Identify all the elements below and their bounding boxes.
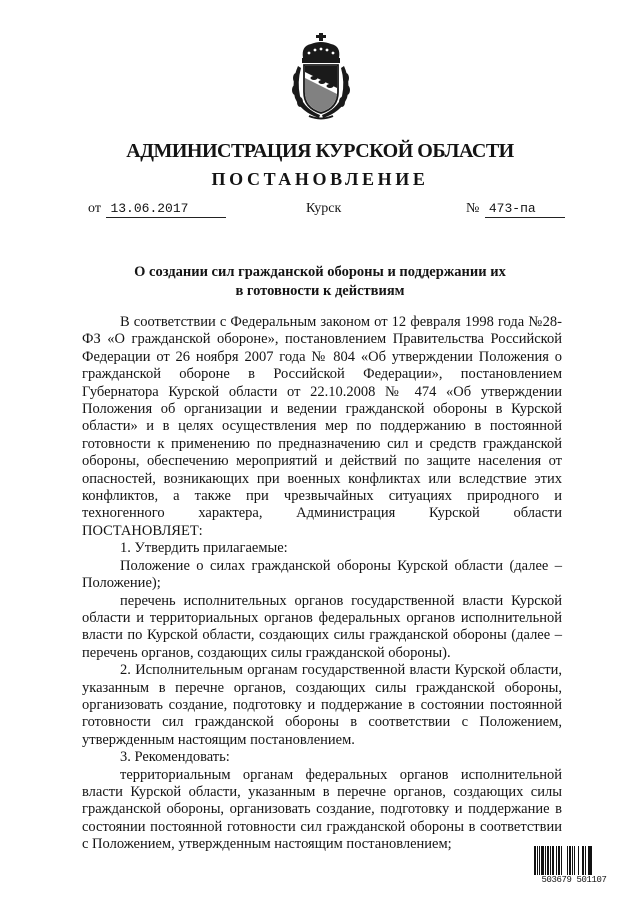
- number-field: [466, 201, 565, 218]
- title-line-1: О создании сил гражданской обороны и поддержании их: [134, 264, 506, 280]
- barcode: [534, 846, 614, 888]
- date-field: [88, 201, 226, 218]
- paragraph-preamble: В соответствии с Федеральным законом от 12 февраля 1998 года №28-ФЗ «О гражданской обороне», постановлением Правительства Российской Федерации от 26 ноября 2007 года № 804 «Об утверждении Положения о гражданской обороне в Российской Федерации», постановлением Губернатора Курской области от 22.10.2008 № 474 «Об утверждении Положения об организации и ведении гражданской обороны в Курской области» и в целях осуществления мер по поддержанию в постоянной готовности к применению по предназначению сил и средств гражданской обороны, обеспечению мероприятий и действий по защите населения от опасностей, возникающих при военных конфликтах или вследствие этих конфликтов, а также при чрезвычайных ситуациях природного и техногенного характера, Администрация Курской области ПОСТАНОВЛЯЕТ:: [82, 314, 562, 539]
- paragraph-regulation: Положение о силах гражданской обороны Курской области (далее – Положение);: [82, 557, 562, 592]
- date-value: 13.06.2017: [106, 201, 226, 218]
- paragraph-list: перечень исполнительных органов государственной власти Курской области и территориальных органов федеральных органов исполнительной власти по Курской области, создающих силы гражданской обороны (далее – перечень органов, создающих силы гражданской обороны).: [82, 592, 562, 661]
- document-title: [0, 263, 640, 301]
- title-line-2: в готовности к действиям: [235, 283, 405, 299]
- barcode-bars: [534, 846, 614, 875]
- number-prefix: №: [466, 201, 480, 216]
- paragraph-item-1: 1. Утвердить прилагаемые:: [120, 540, 288, 557]
- paragraph-item-3: 3. Рекомендовать:: [120, 749, 230, 766]
- document-type: ПОСТАНОВЛЕНИЕ: [211, 169, 429, 189]
- paragraph-item-2: 2. Исполнительным органам государственной власти Курской области, указанным в перечне органов, создающих силы гражданской обороны, организовать создание, подготовку и поддержание в состоянии постоянной готовности сил гражданской обороны в соответствии с Положением, утвержденным настоящим постановлением.: [82, 662, 562, 748]
- barcode-number: 503679 501107: [541, 875, 607, 885]
- document-body: [82, 314, 562, 854]
- date-prefix: от: [88, 201, 101, 216]
- city-label: Курск: [306, 201, 342, 216]
- paragraph-recommend: территориальным органам федеральных органов исполнительной власти Курской области, указанным в перечне органов, создающих силы гражданской обороны, организовать создание, подготовку и поддержание в состоянии постоянной готовности сил гражданской обороны в соответствии с Положением, утвержденным настоящим постановлением;: [82, 766, 562, 853]
- organization-name: АДМИНИСТРАЦИЯ КУРСКОЙ ОБЛАСТИ: [126, 140, 514, 162]
- coat-of-arms-emblem: [289, 32, 353, 122]
- number-value: 473-па: [485, 201, 565, 218]
